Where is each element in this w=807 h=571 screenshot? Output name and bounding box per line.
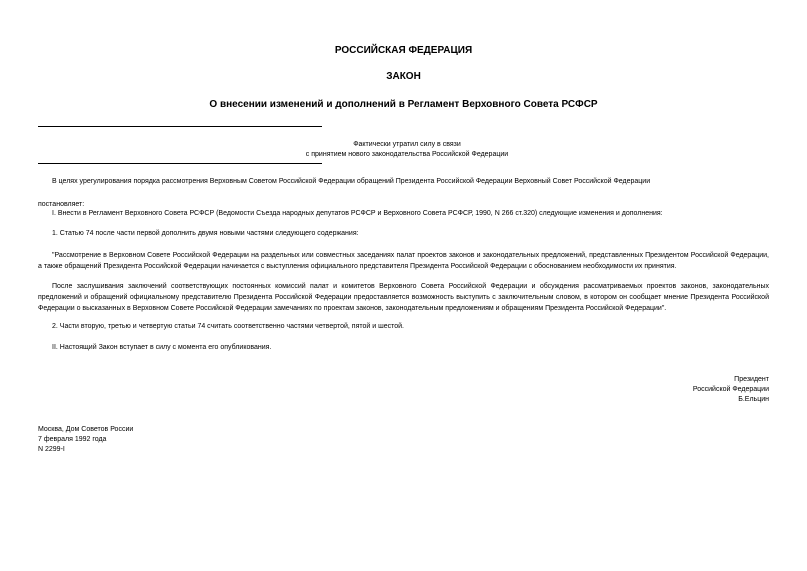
item-2-paragraph: 2. Части вторую, третью и четвертую статьи 74 считать соответственно частями четвертой, пятой и шестой. [52,323,404,330]
item-1-paragraph: 1. Статью 74 после части первой дополнить двумя новыми частями следующего содержания: [52,230,359,237]
status-note-line-1: Фактически утратил силу в связи [353,141,461,148]
signature-name: Б.Ельцин [738,396,769,403]
footer-date: 7 февраля 1992 года [38,436,107,443]
bottom-divider [38,163,322,164]
resolves-text: постановляет: [38,201,85,208]
quote-paragraph-1: "Рассмотрение в Верховном Совете Российской Федерации на раздельных или совместных заседаниях палат проектов законов и законодательных предложений, представленных Президентом Российской Федерации, а также обращений Президента Российской Федерации начинается с выступления официального представителя Президента Российской Федерации с обоснованием необходимости их принятия. [38,252,769,270]
signature-title-2: Российской Федерации [692,386,769,393]
country-heading: РОССИЙСКАЯ ФЕДЕРАЦИЯ [334,45,473,56]
footer-number: N 2299-I [38,446,65,453]
quote-paragraph-2: После заслушивания заключений соответствующих постоянных комиссий палат и комитетов Верховного Совета Российской Федерации и обсуждения рассматриваемых проектов законов, законодательных предложений и обращений официальному представителю Президента Российской Федерации предоставляется возможность выступить с заключительным словом, в котором он сообщает мнение Президента Российской Федерации о высказанных в Верховном Совете Российской Федерации замечаниях по проектам законов, законодательным предложениям и обращениям Президента Российской Федерации". [38,283,769,312]
top-divider [38,126,322,127]
status-note-line-2: с принятием нового законодательства Российской Федерации [305,151,509,158]
signature-title: Президент [734,376,769,383]
document-type-heading: ЗАКОН [386,71,421,82]
item-ii-paragraph: II. Настоящий Закон вступает в силу с момента его опубликования. [52,344,272,351]
footer-place: Москва, Дом Советов России [38,426,134,433]
item-i-paragraph: I. Внести в Регламент Верховного Совета РСФСР (Ведомости Съезда народных депутатов РСФСР и Верховного Совета РСФСР, 1990, N 266 ст.320) следующие изменения и дополнения: [52,210,663,217]
preamble-paragraph: В целях урегулирования порядка рассмотрения Верховным Советом Российской Федерации обращений Президента Российской Федерации Верховный Совет Российской Федерации [52,178,651,185]
document-title: О внесении изменений и дополнений в Регламент Верховного Совета РСФСР [209,99,598,110]
